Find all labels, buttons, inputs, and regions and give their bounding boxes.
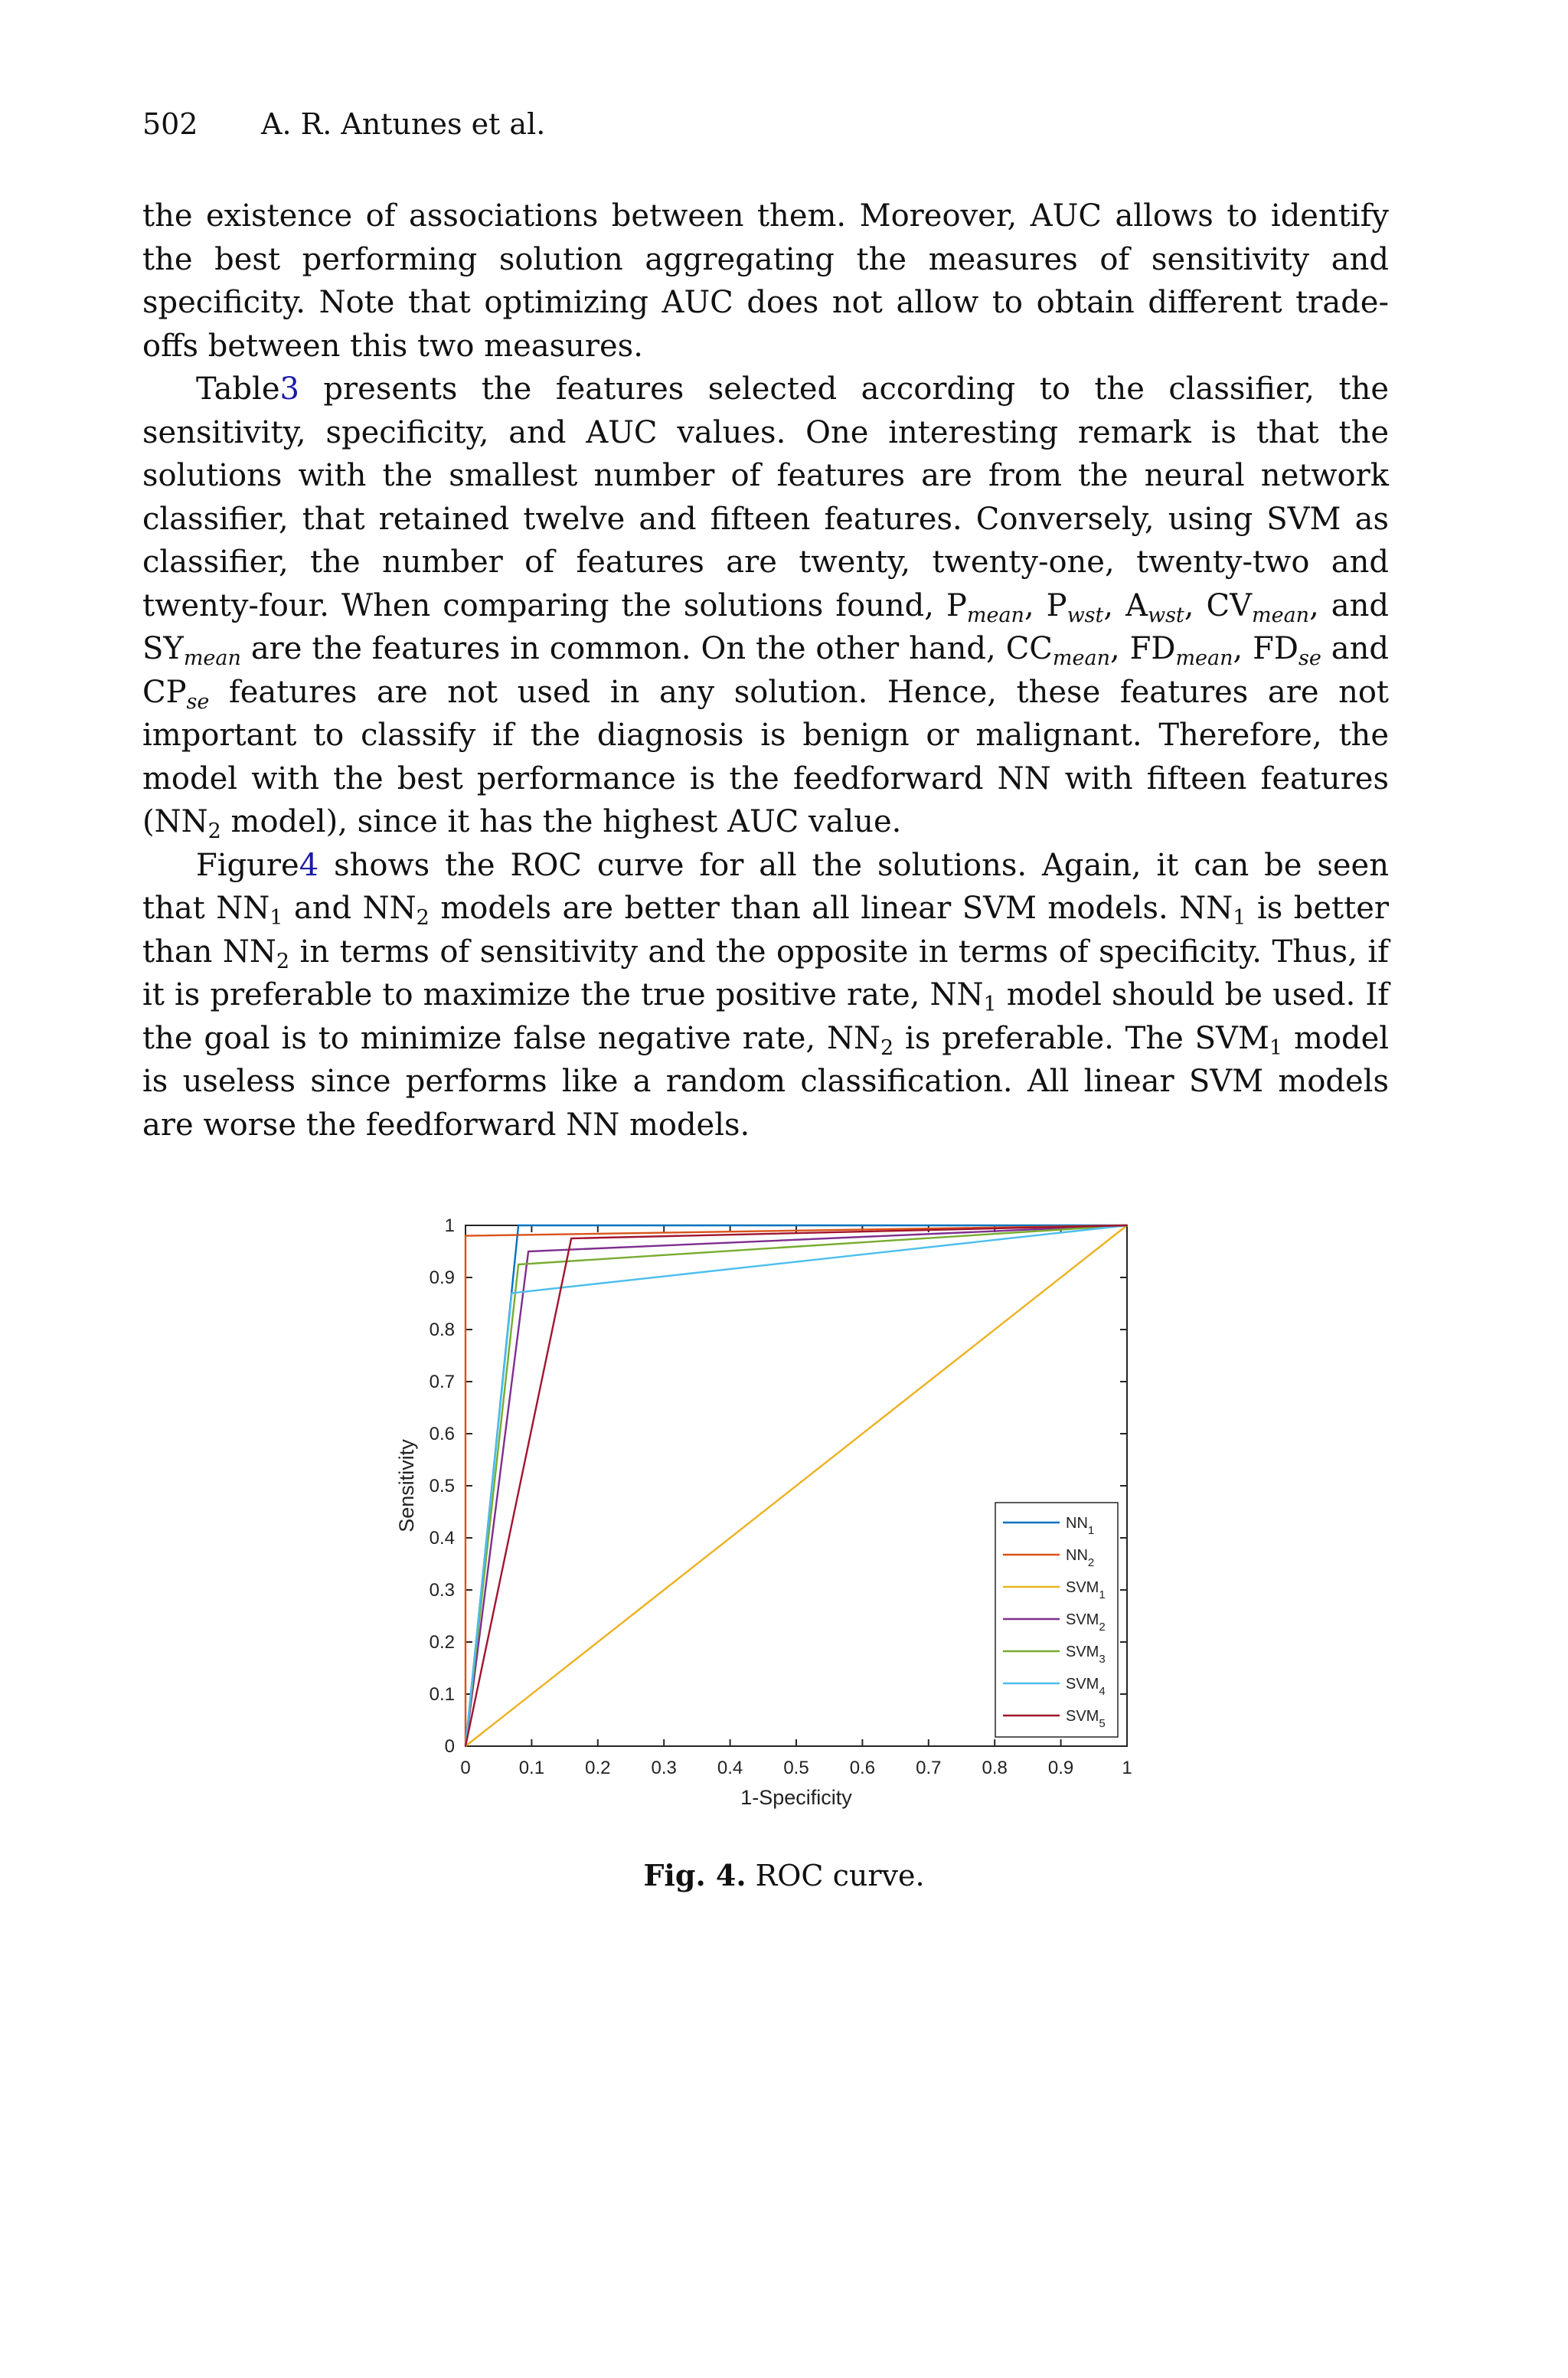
y-tick-label: 0.8 <box>429 1320 455 1340</box>
legend-entry: $SVM_1$ <box>1066 1579 1106 1601</box>
legend-entry: $NN_2$ <box>1066 1547 1095 1569</box>
y-tick-label: 0.9 <box>429 1268 455 1288</box>
y-tick-label: 0.1 <box>429 1684 455 1705</box>
x-tick-label: 0.4 <box>717 1758 743 1778</box>
x-tick-label: 0.8 <box>982 1758 1008 1778</box>
x-tick-label: 0.1 <box>518 1758 545 1778</box>
roc-chart <box>368 1202 1179 1830</box>
x-tick-label: 0 <box>460 1758 471 1778</box>
x-tick-label: 0.9 <box>1047 1758 1074 1778</box>
figure-caption <box>0 1858 1568 1892</box>
paragraph-1: the existence of associations between them. Moreover, AUC allows to identify the best performing solution aggregating the measures of sensitivity and specificity. Note that optimizing AUC does not allow to obtain different trade-offs between this two measures. <box>142 198 1389 364</box>
legend-entry: $SVM_3$ <box>1066 1644 1106 1666</box>
y-tick-label: 0.4 <box>429 1528 455 1549</box>
x-tick-label: 0.7 <box>916 1758 942 1778</box>
legend-entry: $SVM_5$ <box>1066 1708 1106 1730</box>
x-tick-label: 0.3 <box>651 1758 677 1778</box>
paragraph-3: Figure4 shows the ROC curve for all the solutions. Again, it can be seen that $NN_1$ and $NN_2$ models are better than all linear SVM models. $NN_1$ is better than $NN_2$ in terms of sensitivity and the opposite in terms of specificity. Thus, if it is preferable to maximize the true positive rate, $NN_1$ model should be used. If the goal is to minimize false negative rate, $NN_2$ is preferable. The $SVM_1$ model is useless since performs like a random classification. All linear SVM models are worse the feedforward NN models. <box>142 847 1390 1143</box>
y-tick-label: 0.5 <box>429 1476 455 1496</box>
body-text <box>142 195 1389 1146</box>
legend-entry: $NN_1$ <box>1066 1515 1095 1537</box>
y-tick-label: 0 <box>444 1736 455 1757</box>
paragraph-2: Table3 presents the features selected according to the classifier, the sensitivity, specificity, and AUC values. One interesting remark is that the solutions with the smallest number of features are from the neural network classifier, that retained twelve and fifteen features. Conversely, using SVM as classifier, the number of features are twenty, twenty-one, twenty-two and twenty-four. When comparing the solutions found, $P_{mean}$, $P_{wst}$, $A_{wst}$, $CV_{mean}$, and $SY_{mean}$ are the features in common. On the other hand, $CC_{mean}$, $FD_{mean}$, $FD_{se}$ and $CP_{se}$ features are not used in any solution. Hence, these features are not important to classify if the diagnosis is benign or malignant. Therefore, the model with the best performance is the feedforward NN with fifteen features ($NN_2$ model), since it has the highest AUC value. <box>142 371 1389 843</box>
table-ref-link[interactable]: 3 <box>279 371 299 407</box>
x-tick-label: 1 <box>1122 1758 1132 1778</box>
y-tick-label: 0.6 <box>429 1424 455 1444</box>
x-tick-label: 0.5 <box>783 1758 809 1778</box>
y-tick-label: 0.7 <box>429 1372 455 1392</box>
legend <box>995 1503 1118 1737</box>
legend-entry: $SVM_4$ <box>1066 1676 1106 1698</box>
y-tick-label: 1 <box>444 1215 455 1236</box>
page-number: 502 <box>142 107 198 141</box>
legend-entry: $SVM_2$ <box>1066 1611 1106 1634</box>
y-tick-label: 0.3 <box>429 1580 455 1601</box>
plot-area <box>430 1215 1132 1778</box>
y-tick-label: 0.2 <box>429 1632 455 1653</box>
caption-text: ROC curve. <box>746 1859 925 1892</box>
y-axis-label: Sensitivity <box>395 1439 418 1532</box>
figure-ref-link[interactable]: 4 <box>299 847 319 883</box>
x-tick-label: 0.6 <box>849 1758 876 1778</box>
page-header <box>142 107 545 141</box>
caption-label: Fig. 4. <box>643 1858 746 1892</box>
running-authors: A. R. Antunes et al. <box>261 107 546 141</box>
x-axis-label: 1-Specificity <box>740 1786 852 1809</box>
x-tick-label: 0.2 <box>585 1758 611 1778</box>
